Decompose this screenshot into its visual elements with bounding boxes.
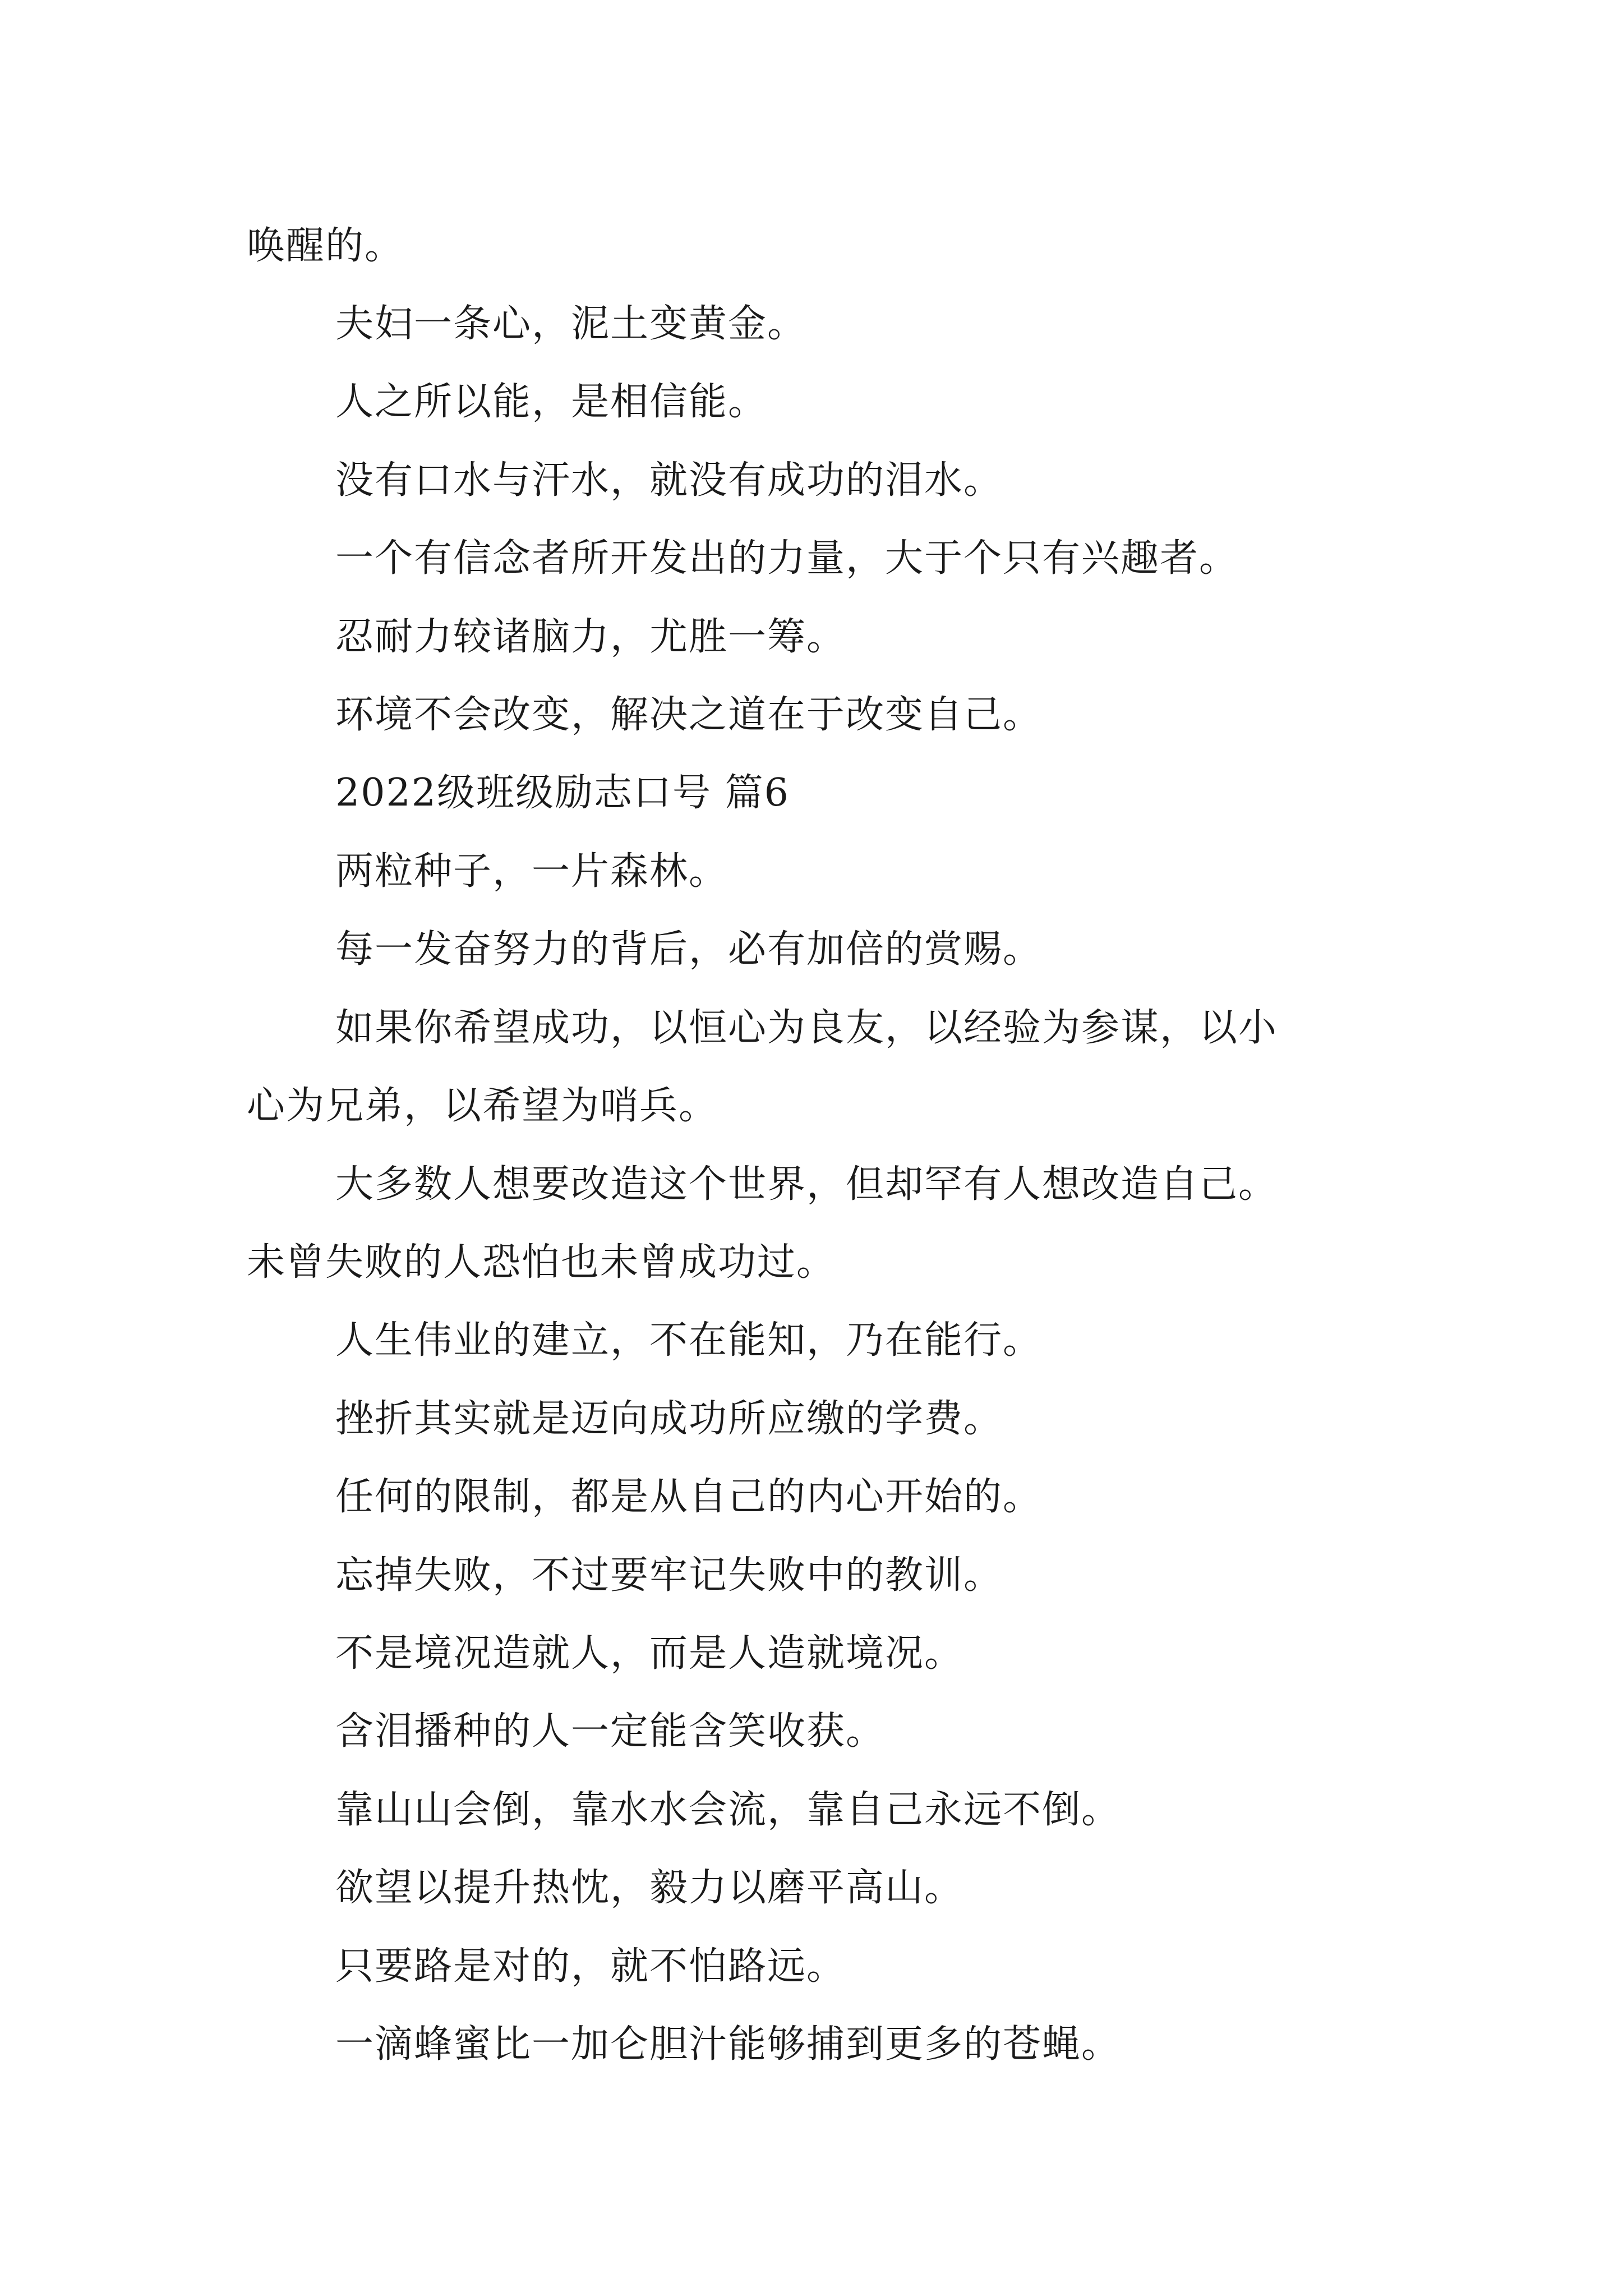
text-line: 挫折其实就是迈向成功所应缴的学费。 [335,1397,1003,1441]
section-heading: 2022级班级励志口号 篇6 [335,771,790,815]
text-line: 欲望以提升热忱，毅力以磨平高山。 [335,1866,964,1910]
text-line: 大多数人想要改造这个世界，但却罕有人想改造自己。 [335,1162,1278,1207]
text-line: 任何的限制，都是从自己的内心开始的。 [335,1475,1043,1519]
text-line: 含泪播种的人一定能含笑收获。 [335,1709,886,1754]
text-line: 环境不会改变，解决之道在于改变自己。 [335,693,1043,737]
text-line: 两粒种子，一片森林。 [335,849,728,894]
text-line: 人之所以能，是相信能。 [335,380,768,424]
text-line: 靠山山会倒，靠水水会流，靠自己永远不倒。 [335,1788,1121,1832]
text-line: 心为兄弟，以希望为哨兵。 [247,1084,718,1128]
text-line: 每一发奋努力的背后，必有加倍的赏赐。 [335,927,1043,972]
text-line: 忍耐力较诸脑力，尤胜一筹。 [335,615,846,659]
text-line: 唤醒的。 [247,224,404,268]
text-line: 忘掉失败，不过要牢记失败中的教训。 [335,1553,1003,1598]
text-line: 夫妇一条心，泥土变黄金。 [335,302,807,346]
text-line: 未曾失败的人恐怕也未曾成功过。 [247,1240,836,1285]
text-line: 一滴蜂蜜比一加仑胆汁能够捕到更多的苍蝇。 [335,2022,1121,2067]
text-line: 人生伟业的建立，不在能知，乃在能行。 [335,1318,1043,1363]
text-line: 一个有信念者所开发出的力量，大于个只有兴趣者。 [335,536,1239,581]
text-line: 只要路是对的，就不怕路远。 [335,1944,846,1989]
text-line: 如果你希望成功，以恒心为良友，以经验为参谋，以小 [335,1006,1278,1050]
text-line: 不是境况造就人，而是人造就境况。 [335,1631,964,1676]
text-line: 没有口水与汗水，就没有成功的泪水。 [335,458,1003,503]
